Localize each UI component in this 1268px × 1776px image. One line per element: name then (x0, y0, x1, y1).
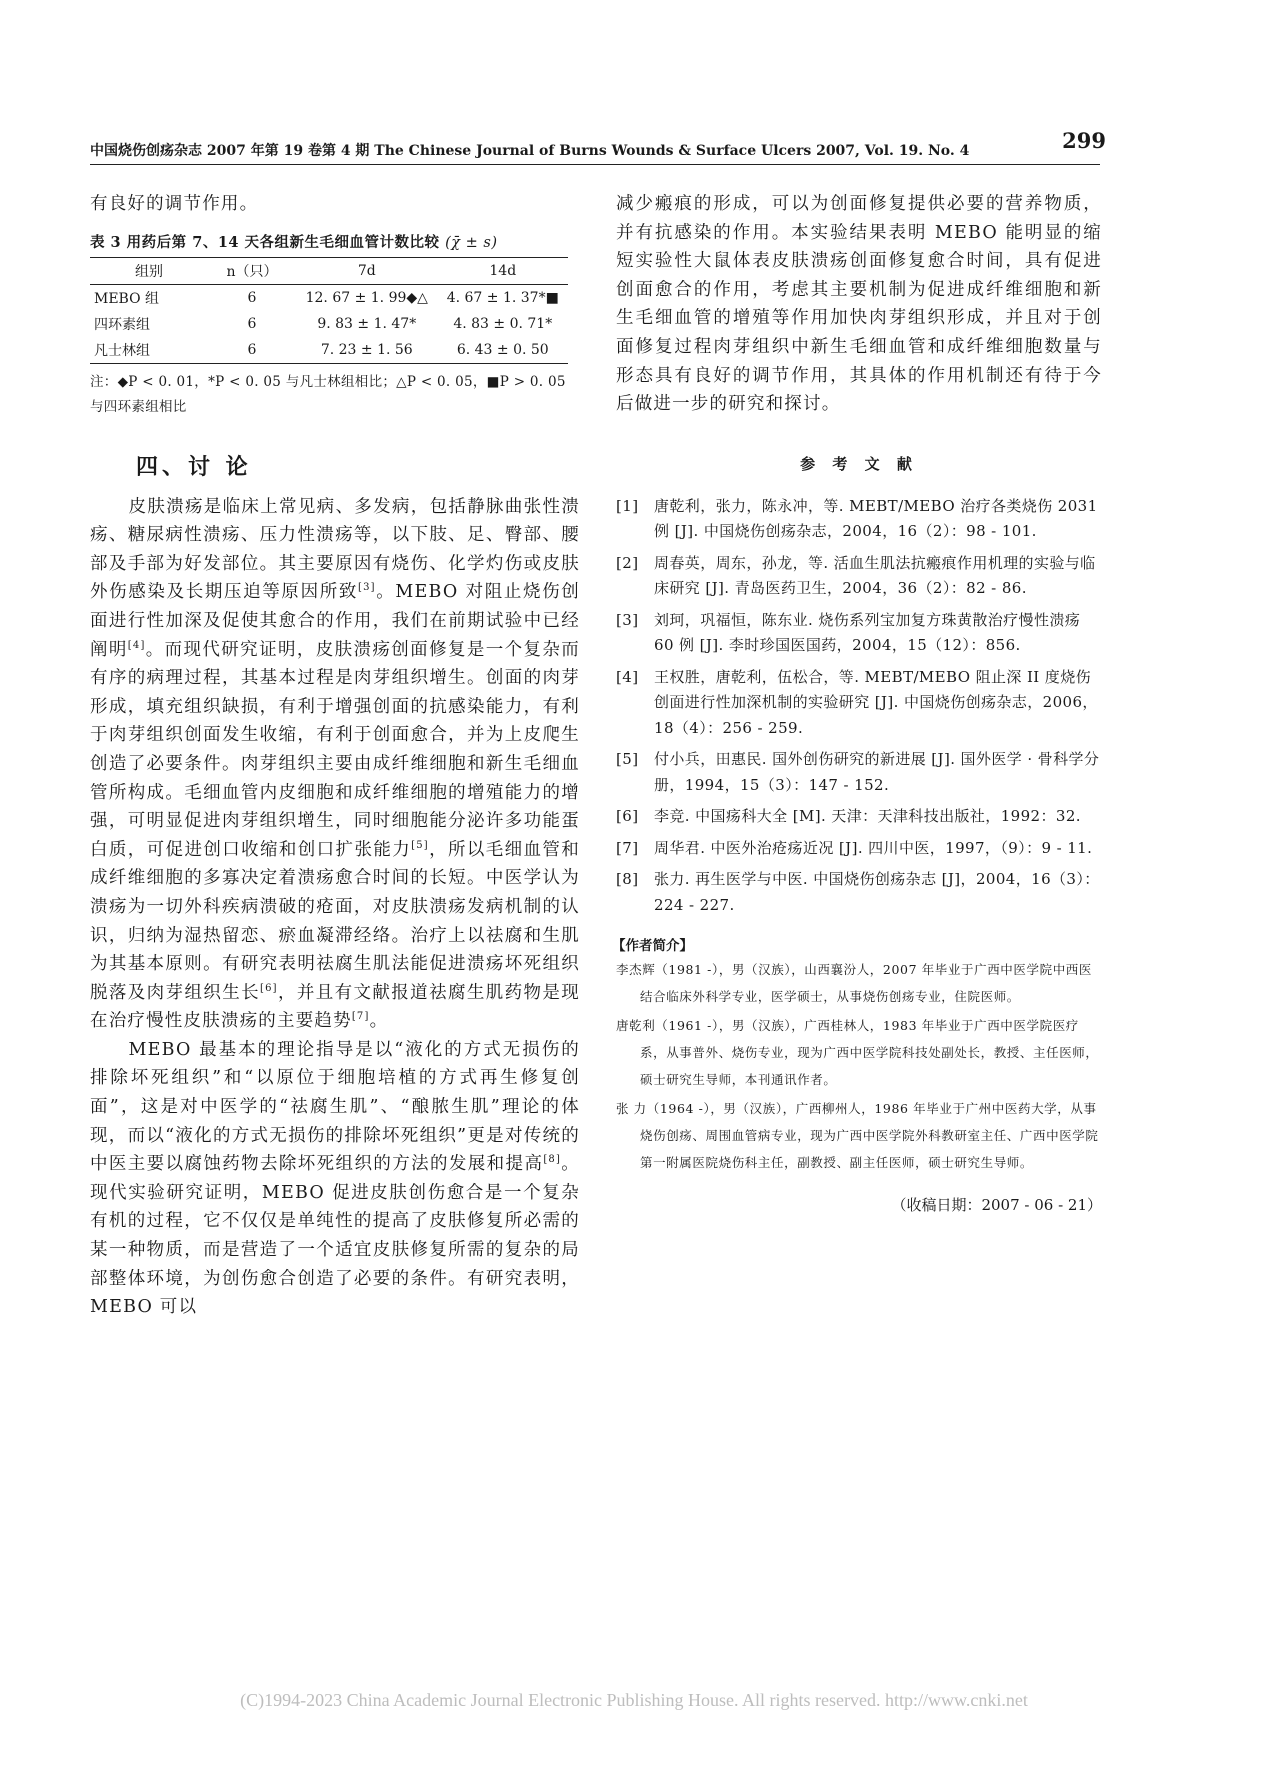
table-cell: 6. 43 ± 0. 50 (438, 337, 568, 364)
reference-text: 刘珂，巩福恒，陈东业. 烧伤系列宝加复方珠黄散治疗慢性溃疡 60 例 [J]. 李时珍国医国药，2004，15（12）：856. (654, 610, 1081, 655)
reference-number: [1] (616, 496, 639, 515)
table-header-cell: 7d (296, 257, 438, 284)
table-header-cell: 14d (438, 257, 568, 284)
table-cell: 4. 83 ± 0. 71* (453, 315, 553, 332)
author-bio: 李杰辉（1981 -），男（汉族），山西襄汾人，2007 年毕业于广西中医学院中西医结合临床外科学专业，医学硕士，从事烧伤创疡专业，住院医师。 (616, 962, 1092, 1005)
table-caption (90, 231, 580, 252)
data-table (90, 257, 568, 364)
citation: [6] (260, 982, 278, 994)
reference-list (616, 494, 1102, 919)
reference-number: [2] (616, 553, 639, 572)
page-number: 299 (1062, 128, 1106, 153)
reference-item (616, 804, 1102, 830)
reference-number: [8] (616, 870, 639, 889)
table-header-cell: 组别 (90, 257, 208, 284)
table-caption-text: 表 3 用药后第 7、14 天各组新生毛细血管计数比较 (90, 233, 440, 251)
table-row (90, 337, 568, 364)
table-cell: 7. 23 ± 1. 56 (296, 337, 438, 364)
reference-item (616, 747, 1102, 798)
table-cell: 6 (247, 289, 257, 306)
citation: [3] (358, 582, 376, 594)
table-cell: 6 (247, 315, 257, 332)
copyright-footer: (C)1994-2023 China Academic Journal Electronic Publishing House. All rights reserved. http://www.cnki.net (240, 1690, 1028, 1710)
table-cell: 四环素组 (94, 316, 150, 333)
reference-text: 李竞. 中国疡科大全 [M]. 天津：天津科技出版社，1992：32. (654, 807, 1081, 826)
reference-number: [4] (616, 667, 639, 686)
reference-item (616, 867, 1102, 918)
reference-number: [6] (616, 807, 639, 826)
text-run: ，并且有文献报道祛腐生肌药物是现在治疗慢性皮肤溃疡的主要趋势 (90, 982, 580, 1032)
author-bio: 唐乾利（1961 -），男（汉族），广西桂林人，1983 年毕业于广西中医学院医疗系，从事普外、烧伤专业，现为广西中医学院科技处副处长，教授、主任医师，硕士研究生导师，本刊通讯作者。 (616, 1018, 1099, 1088)
references-title: 参 考 文 献 (800, 454, 918, 473)
text-run: 皮肤溃疡是临床上常见病、多发病，包括静脉曲张性溃疡、糖尿病性溃疡、压力性溃疡等，以下肢、足、臀部、腰部及手部为好发部位。其主要原因有烧伤、化学灼伤或皮肤外伤感染及长期压迫等原因所致 (90, 496, 580, 603)
citation: [7] (351, 1011, 370, 1023)
table-cell: 9. 83 ± 1. 47* (317, 315, 417, 332)
running-header (90, 128, 1106, 165)
reference-item (616, 836, 1102, 862)
text-run: 。而现代研究证明，皮肤溃疡创面修复是一个复杂而有序的病理过程，其基本过程是肉芽组织增生。创面的肉芽形成，填充组织缺损，有利于增强创面的抗感染能力，有利于肉芽组织创面发生收缩，有利于创面愈合，并为上皮爬生创造了必要条件。肉芽组织主要由成纤维细胞和新生毛细血管所构成。毛细血管内皮细胞和成纤维细胞的增殖能力的增强，可明显促进肉芽组织增生，同时细胞能分泌许多功能蛋白质，可促进创口收缩和创口扩张能力 (90, 639, 580, 860)
table-cell: MEBO 组 (94, 290, 160, 307)
citation: [4] (127, 639, 146, 651)
reference-number: [3] (616, 610, 639, 629)
reference-text: 付小兵，田惠民. 国外创伤研究的新进展 [J]. 国外医学 · 骨科学分册，1994，15（3）：147 - 152. (654, 750, 1100, 794)
table-cell: 凡士林组 (90, 337, 208, 364)
reference-number: [7] (616, 838, 639, 857)
running-title: 中国烧伤创疡杂志 2007 年第 19 卷第 4 期 The Chinese Journal of Burns Wounds & Surface Ulcers 2007, Vol. 19. No. 4 (90, 143, 970, 159)
table-header-row (90, 257, 568, 284)
reference-text: 张力. 再生医学与中医. 中国烧伤创疡杂志 [J]，2004，16（3）：224 - 227. (654, 870, 1100, 914)
citation: [8] (543, 1154, 562, 1166)
paragraph: 减少瘢痕的形成，可以为创面修复提供必要的营养物质，并有抗感染的作用。本实验结果表明 MEBO 能明显的缩短实验性大鼠体表皮肤溃疡创面修复愈合时间，具有促进创面愈合的作用，考虑其主要机制为促进成纤维细胞和新生毛细血管的增殖等作用加快肉芽组织形成，并且对于创面修复过程肉芽组织中新生毛细血管和成纤维细胞数量与形态具有良好的调节作用，其具体的作用机制还有待于今后做进一步的研究和探讨。 (616, 194, 1102, 415)
paragraph (90, 1036, 580, 1322)
right-column (612, 190, 1102, 1215)
text-run: 。 (369, 1011, 389, 1032)
discussion-body (90, 493, 580, 1322)
paragraph (90, 493, 580, 1036)
table-header-cell: n（只） (208, 257, 296, 284)
table-note: 注：◆P < 0. 01，*P < 0. 05 与凡士林组相比；△P < 0. 05，■P > 0. 05 与四环素组相比 (90, 373, 566, 415)
author-bio: 张 力（1964 -），男（汉族），广西柳州人，1986 年毕业于广州中医药大学，从事烧伤创疡、周围血管病专业，现为广西中医学院外科教研室主任、广西中医学院第一附属医院烧伤科主任，副教授、副主任医师，硕士研究生导师。 (616, 1101, 1099, 1171)
table-row (90, 284, 568, 311)
left-column (90, 190, 580, 1322)
table-cell: 4. 67 ± 1. 37*■ (446, 289, 559, 306)
reference-number: [5] (616, 750, 639, 769)
reference-text: 周春英，周东，孙龙，等. 活血生肌法抗瘢痕作用机理的实验与临床研究 [J]. 青岛医药卫生，2004，36（2）：82 - 86. (654, 553, 1096, 598)
table-row (90, 311, 568, 337)
text-run: ，所以毛细血管和成纤维细胞的多寡决定着溃疡愈合时间的长短。中医学认为溃疡为一切外科疾病溃破的疮面，对皮肤溃疡发病机制的认识，归纳为湿热留恋、瘀血凝滞经络。治疗上以祛腐和生肌为其基本原则。有研究表明祛腐生肌法能促进溃疡坏死组织脱落及肉芽组织生长 (90, 839, 580, 1003)
reference-item (616, 665, 1102, 742)
table-caption-stat: (χ̄ ± s) (445, 234, 498, 251)
reference-item (616, 494, 1102, 545)
received-date: （收稿日期：2007 - 06 - 21） (891, 1196, 1102, 1215)
reference-item (616, 551, 1102, 602)
citation: [5] (411, 839, 429, 851)
text-run: 。MEBO 对阻止烧伤创面进行性加深及促使其愈合的作用，我们在前期试验中已经阐明 (90, 582, 580, 660)
reference-text: 周华君. 中医外治疮疡近况 [J]. 四川中医，1997，（9）：9 - 11. (654, 838, 1093, 857)
intro-line: 有良好的调节作用。 (90, 194, 259, 214)
reference-text: 唐乾利，张力，陈永冲，等. MEBT/MEBO 治疗各类烧伤 2031 例 [J]. 中国烧伤创疡杂志，2004，16（2）：98 - 101. (654, 496, 1098, 541)
text-run: MEBO 最基本的理论指导是以“液化的方式无损伤的排除坏死组织”和“以原位于细胞培植的方式再生修复创面”，这是对中医学的“祛腐生肌”、“酿脓生肌”理论的体现，而以“液化的方式无损伤的排除坏死组织”更是对传统的中医主要以腐蚀药物去除坏死组织的方法的发展和提高 (90, 1039, 580, 1175)
reference-item (616, 608, 1102, 659)
reference-text: 王权胜，唐乾利，伍松合，等. MEBT/MEBO 阻止深 II 度烧伤创面进行性加深机制的实验研究 [J]. 中国烧伤创疡杂志，2006，18（4）：256 - 259. (654, 667, 1098, 737)
table-cell: 12. 67 ± 1. 99◆△ (305, 289, 428, 306)
author-info-title: 【作者简介】 (612, 938, 693, 955)
text-run: 。现代实验研究证明，MEBO 促进皮肤创伤愈合是一个复杂有机的过程，它不仅仅是单纯性的提高了皮肤修复所必需的某一种物质，而是营造了一个适宜皮肤修复所需的复杂的局部整体环境，为创伤愈合创造了必要的条件。有研究表明，MEBO 可以 (90, 1154, 580, 1318)
section-title: 四、讨 论 (136, 453, 252, 480)
table-cell: 6 (208, 337, 296, 364)
